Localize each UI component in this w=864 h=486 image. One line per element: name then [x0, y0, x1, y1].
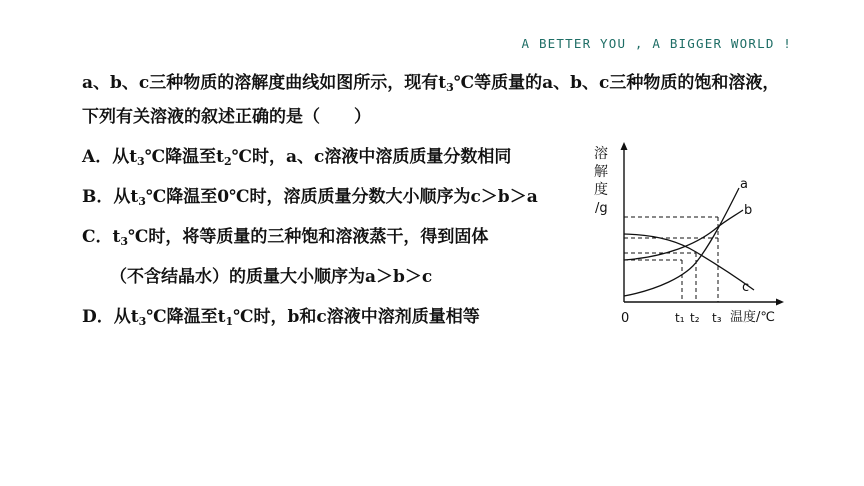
- solubility-curve-graph: [586, 140, 796, 340]
- x-axis-label: 温度/℃: [730, 310, 775, 325]
- option-d[interactable]: D．从$t_3℃$降温至$t_1℃$时，b和c溶液中溶剂质量相等: [82, 307, 480, 328]
- curve-c: [624, 234, 754, 290]
- t3-label: t₃: [712, 311, 722, 325]
- y-unit: /g: [595, 201, 608, 216]
- t1-label: t₁: [675, 311, 685, 325]
- curve-a: [624, 188, 739, 296]
- curve-c-label: c: [742, 280, 750, 295]
- slogan-banner: A BETTER YOU , A BIGGER WORLD !: [521, 36, 792, 51]
- y-label-char-3: 度: [594, 182, 608, 198]
- option-a[interactable]: A．从$t_3℃$降温至$t_2℃$时，a、c溶液中溶质质量分数相同: [82, 147, 512, 168]
- question-stem-line-1: a、b、c三种物质的溶解度曲线如图所示，现有$t_3℃$等质量的a、b、c三种物质的饱和溶液，: [82, 73, 780, 94]
- option-b[interactable]: B．从$t_3℃$降温至0℃时，溶质质量分数大小顺序为c＞b＞a: [82, 187, 538, 208]
- curve-b-label: b: [744, 203, 753, 218]
- option-c[interactable]: C．$t_3℃$时，将等质量的三种饱和溶液蒸干，得到固体: [82, 227, 489, 248]
- x-axis-arrow: [776, 299, 784, 306]
- y-label-char-1: 溶: [594, 146, 608, 162]
- curve-a-label: a: [740, 177, 748, 192]
- y-label-char-2: 解: [594, 164, 608, 180]
- y-axis-arrow: [621, 142, 628, 150]
- option-c-continuation: （不含结晶水）的质量大小顺序为a＞b＞c: [110, 267, 433, 287]
- origin-label: 0: [621, 311, 630, 326]
- question-stem-line-2: 下列有关溶液的叙述正确的是（ ）: [82, 107, 371, 127]
- t2-label: t₂: [690, 311, 700, 325]
